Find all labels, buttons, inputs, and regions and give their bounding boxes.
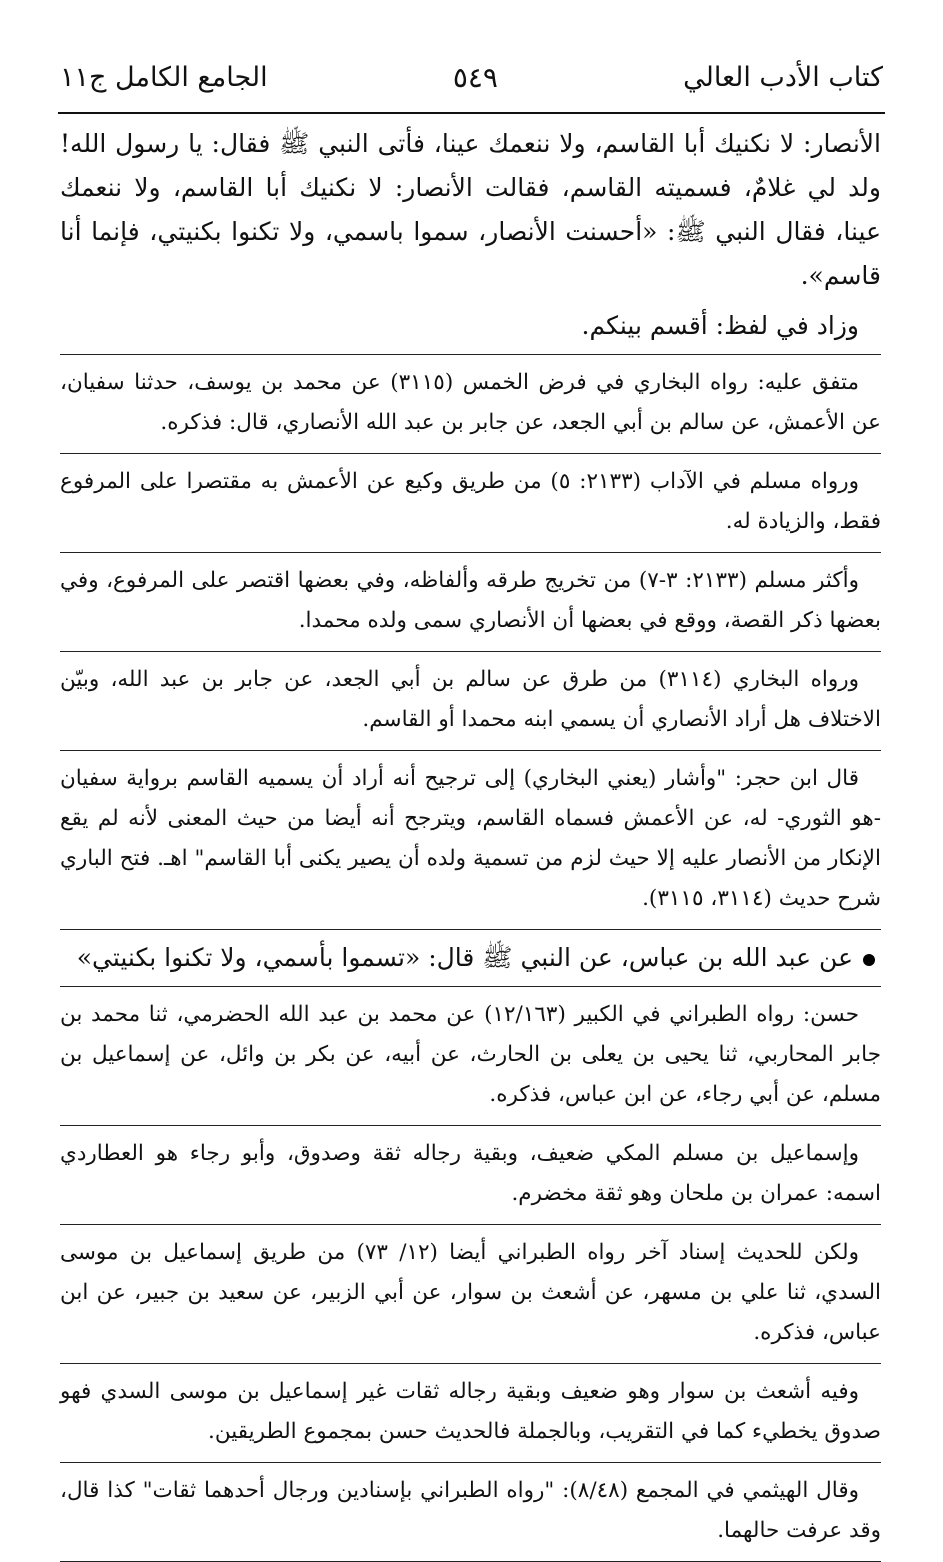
takhrij-note: وفيه أشعث بن سوار وهو ضعيف وبقية رجاله ثقات غير إسماعيل بن موسى السدي فهو صدوق يخطيء كما في التقريب، وبالجملة فالحديث حسن بمجموع الطريقين. bbox=[60, 1364, 881, 1463]
takhrij-note: وأكثر مسلم (٢١٣٣: ٣-٧) من تخريج طرقه وألفاظه، وفي بعضها اقتصر على المرفوع، وفي بعضها ذكر القصة، ووقع في بعضها أن الأنصاري سمى ولده محمدا. bbox=[60, 553, 881, 652]
hadith-addition: وزاد في لفظ: أقسم بينكم. bbox=[581, 311, 859, 340]
page-number: ٥٤٩ bbox=[452, 60, 498, 94]
page-header bbox=[60, 52, 883, 102]
series-title: الجامع الكامل ج١١ bbox=[60, 61, 268, 93]
hadith-heading-text: عن عبد الله بن عباس، عن النبي ﷺ قال: «تسموا بأسمي، ولا تكنوا بكنيتي» bbox=[76, 943, 853, 972]
takhrij-note: ولكن للحديث إسناد آخر رواه الطبراني أيضا (١٢/ ٧٣) من طريق إسماعيل بن موسى السدي، ثنا علي بن مسهر، عن أشعث بن سوار، عن أبي الزبير، عن سعيد بن جبير، عن ابن عباس، فذكره. bbox=[60, 1225, 881, 1364]
bullet-icon bbox=[863, 954, 875, 966]
header-rule bbox=[58, 112, 885, 114]
takhrij-note: وقال الهيثمي في المجمع (٨/٤٨): "رواه الطبراني بإسنادين ورجال أحدهما ثقات" كذا قال، وقد عرفت حالهما. bbox=[60, 1463, 881, 1562]
page-content bbox=[60, 122, 881, 1562]
takhrij-note: متفق عليه: رواه البخاري في فرض الخمس (٣١١٥) عن محمد بن يوسف، حدثنا سفيان، عن الأعمش، عن سالم بن أبي الجعد، عن جابر بن عبد الله الأنصاري، قال: فذكره. bbox=[60, 354, 881, 454]
takhrij-note: وإسماعيل بن مسلم المكي ضعيف، وبقية رجاله ثقة وصدوق، وأبو رجاء هو العطاردي اسمه: عمران بن ملحان وهو ثقة مخضرم. bbox=[60, 1126, 881, 1225]
hadith-heading bbox=[60, 936, 881, 980]
takhrij-note: حسن: رواه الطبراني في الكبير (١٢/١٦٣) عن محمد بن عبد الله الحضرمي، ثنا محمد بن جابر المحاربي، ثنا يحيى بن يعلى بن الحارث، عن أبيه، عن بكر بن وائل، عن إسماعيل بن مسلم، عن أبي رجاء، عن ابن عباس، فذكره. bbox=[60, 986, 881, 1126]
takhrij-note: قال ابن حجر: "وأشار (يعني البخاري) إلى ترجيح أنه أراد أن يسميه القاسم برواية سفيان -هو الثوري- له، عن الأعمش فسماه القاسم، ويترجح أنه أيضا من حيث المعنى لأنه لم يقع الإنكار من الأنصار عليه إلا حيث لزم من تسمية ولده أن يصير يكنى أبا القاسم" اهـ. فتح الباري شرح حديث (٣١١٤، ٣١١٥). bbox=[60, 751, 881, 930]
hadith-text: الأنصار: لا نكنيك أبا القاسم، ولا ننعمك عينا، فأتى النبي ﷺ فقال: يا رسول الله! ولد لي غلامٌ، فسميته القاسم، فقالت الأنصار: لا نكنيك أبا القاسم، ولا ننعمك عينا، فقال النبي ﷺ: «أحسنت الأنصار، سموا باسمي، ولا تكنوا بكنيتي، فإنما أنا قاسم». bbox=[60, 129, 881, 290]
takhrij-note: ورواه البخاري (٣١١٤) من طرق عن سالم بن أبي الجعد، عن جابر بن عبد الله، وبيّن الاختلاف هل أراد الأنصاري أن يسمي ابنه محمدا أو القاسم. bbox=[60, 652, 881, 751]
book-title: كتاب الأدب العالي bbox=[683, 61, 883, 93]
takhrij-note: ورواه مسلم في الآداب (٢١٣٣: ٥) من طريق وكيع عن الأعمش به مقتصرا على المرفوع فقط، والزيادة له. bbox=[60, 454, 881, 553]
